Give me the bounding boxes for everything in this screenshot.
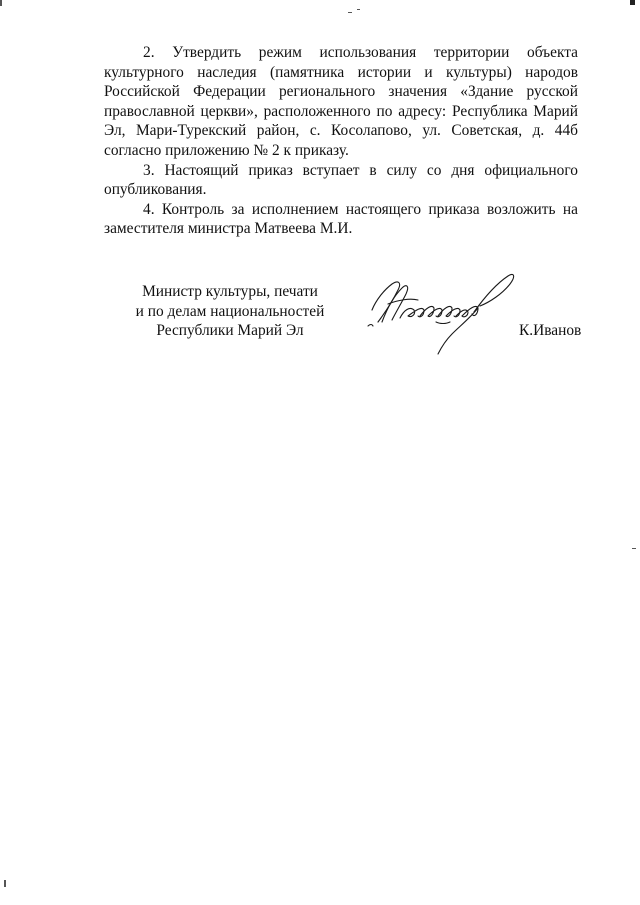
scan-mark-bottom-left	[4, 880, 6, 887]
handwritten-signature	[358, 270, 533, 360]
scan-mark-top-center	[348, 12, 352, 13]
scan-mark-top-left	[0, 0, 2, 6]
signer-title-line: и по делам национальностей	[135, 302, 325, 320]
scan-mark-top-center	[357, 9, 360, 10]
order-body	[104, 43, 578, 239]
paragraph-4: 4. Контроль за исполнением настоящего приказа возложить на заместителя министра Матвеева М.И.	[104, 200, 578, 238]
paragraph-2: 2. Утвердить режим использования территории объекта культурного наследия (памятника истории и культуры) народов Российской Федерации регионального значения «Здание русской православной церкви», расположенного по адресу: Республика Марий Эл, Мари-Турекский район, с. Косолапово, ул. Советская, д. 44б согласно приложению № 2 к приказу.	[104, 44, 578, 159]
signer-name: К.Иванов	[519, 322, 582, 339]
signer-title-line: Республики Марий Эл	[156, 322, 304, 340]
signer-title	[100, 282, 360, 341]
signer-title-line: Министр культуры, печати	[142, 283, 318, 300]
signature-block	[0, 282, 640, 372]
scan-mark-top-right	[630, 0, 635, 5]
paragraph-3: 3. Настоящий приказ вступает в силу со дня официального опубликования.	[104, 161, 578, 199]
scan-mark-right-edge	[632, 548, 636, 549]
